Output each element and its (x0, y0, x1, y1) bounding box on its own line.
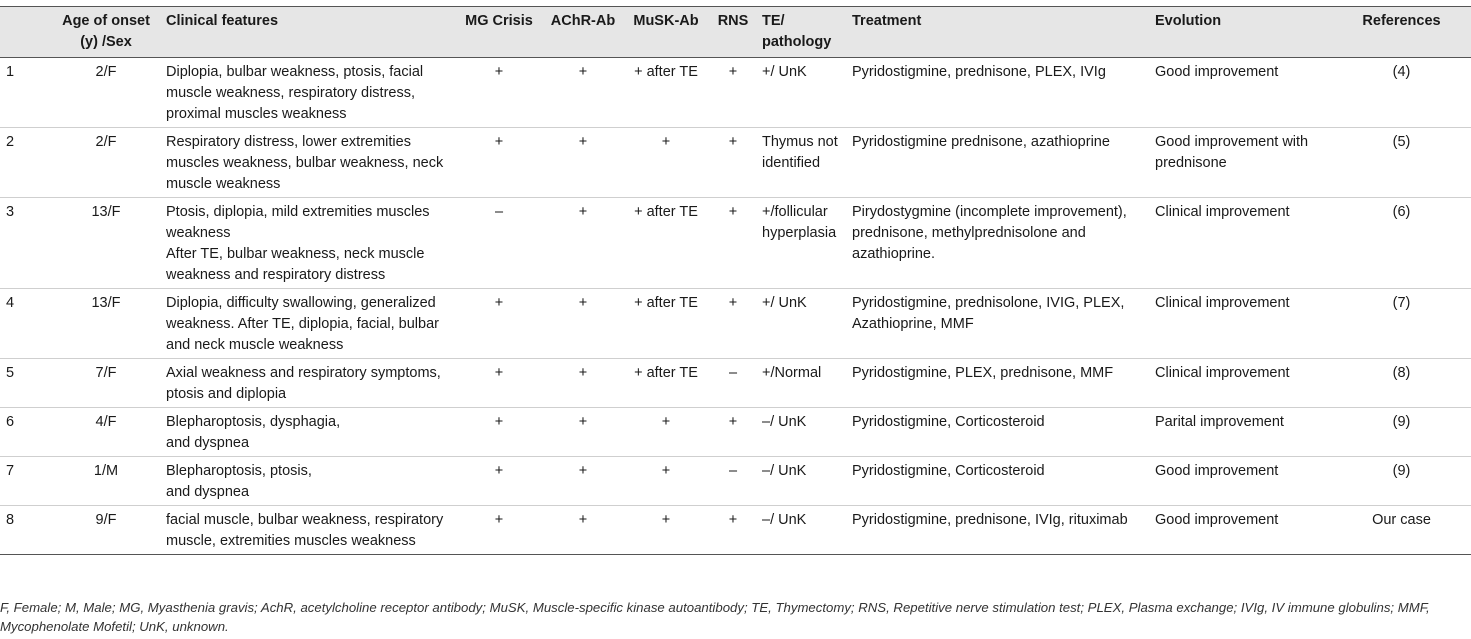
cell-clinical: Ptosis, diplopia, mild extremities muscles weakness After TE, bulbar weakness, neck muscle weakness and respiratory distress (160, 198, 454, 289)
header-rns: RNS (710, 7, 756, 58)
cell-achr: + (544, 506, 622, 555)
case-table (0, 6, 1471, 555)
cell-num: 2 (0, 128, 52, 198)
cell-evolution: Clinical improvement (1149, 198, 1332, 289)
cell-num: 1 (0, 58, 52, 128)
header-evolution: Evolution (1149, 7, 1332, 58)
cell-age: 13/F (52, 198, 160, 289)
cell-num: 5 (0, 359, 52, 408)
header-num (0, 7, 52, 58)
cell-evolution: Clinical improvement (1149, 359, 1332, 408)
header-musk: MuSK-Ab (622, 7, 710, 58)
cell-clinical: Diplopia, bulbar weakness, ptosis, facial muscle weakness, respiratory distress, proximal muscles weakness (160, 58, 454, 128)
cell-evolution: Good improvement with prednisone (1149, 128, 1332, 198)
cell-crisis: + (454, 457, 544, 506)
cell-musk: + after TE (622, 58, 710, 128)
cell-rns: + (710, 198, 756, 289)
cell-treatment: Pyridostigmine, PLEX, prednisone, MMF (846, 359, 1149, 408)
cell-evolution: Good improvement (1149, 58, 1332, 128)
cell-crisis: – (454, 198, 544, 289)
cell-musk: + after TE (622, 198, 710, 289)
cell-clinical: Blepharoptosis, ptosis, and dyspnea (160, 457, 454, 506)
cell-refs: (9) (1332, 408, 1471, 457)
cell-te: –/ UnK (756, 506, 846, 555)
cell-evolution: Good improvement (1149, 457, 1332, 506)
header-age: Age of onset (y) /Sex (52, 7, 160, 58)
cell-achr: + (544, 457, 622, 506)
table-header-row (0, 7, 1471, 58)
header-refs: References (1332, 7, 1471, 58)
cell-age: 9/F (52, 506, 160, 555)
cell-age: 7/F (52, 359, 160, 408)
cell-num: 7 (0, 457, 52, 506)
cell-age: 4/F (52, 408, 160, 457)
cell-refs: (8) (1332, 359, 1471, 408)
table-row (0, 128, 1471, 198)
cell-refs: (6) (1332, 198, 1471, 289)
header-te: TE/ pathology (756, 7, 846, 58)
table-row (0, 408, 1471, 457)
cell-age: 13/F (52, 289, 160, 359)
cell-age: 2/F (52, 58, 160, 128)
cell-refs: (7) (1332, 289, 1471, 359)
cell-crisis: + (454, 128, 544, 198)
cell-achr: + (544, 359, 622, 408)
cell-treatment: Pyridostigmine, prednisone, IVIg, rituximab (846, 506, 1149, 555)
cell-musk: + (622, 408, 710, 457)
table-row (0, 506, 1471, 555)
cell-clinical: Respiratory distress, lower extremities muscles weakness, bulbar weakness, neck muscle weakness (160, 128, 454, 198)
cell-refs: (9) (1332, 457, 1471, 506)
table-row (0, 359, 1471, 408)
cell-te: +/ UnK (756, 289, 846, 359)
cell-refs: Our case (1332, 506, 1471, 555)
cell-treatment: Pyridostigmine, prednisolone, IVIG, PLEX, Azathioprine, MMF (846, 289, 1149, 359)
cell-treatment: Pyridostigmine, prednisone, PLEX, IVIg (846, 58, 1149, 128)
header-treatment: Treatment (846, 7, 1149, 58)
table-row (0, 289, 1471, 359)
cell-crisis: + (454, 289, 544, 359)
cell-treatment: Pyridostigmine prednisone, azathioprine (846, 128, 1149, 198)
cell-num: 6 (0, 408, 52, 457)
cell-te: –/ UnK (756, 408, 846, 457)
cell-rns: + (710, 408, 756, 457)
cell-clinical: Diplopia, difficulty swallowing, generalized weakness. After TE, diplopia, facial, bulbar and neck muscle weakness (160, 289, 454, 359)
cell-age: 1/M (52, 457, 160, 506)
cell-musk: + (622, 457, 710, 506)
cell-rns: + (710, 58, 756, 128)
cell-crisis: + (454, 506, 544, 555)
header-clinical: Clinical features (160, 7, 454, 58)
cell-rns: + (710, 506, 756, 555)
cell-achr: + (544, 289, 622, 359)
cell-evolution: Clinical improvement (1149, 289, 1332, 359)
cell-rns: + (710, 289, 756, 359)
cell-treatment: Pyridostigmine, Corticosteroid (846, 408, 1149, 457)
cell-crisis: + (454, 359, 544, 408)
cell-clinical: Axial weakness and respiratory symptoms, ptosis and diplopia (160, 359, 454, 408)
table-footnote: F, Female; M, Male; MG, Myasthenia gravis; AchR, acetylcholine receptor antibody; MuSK, Muscle-specific kinase autoantibody; TE, Thymectomy; RNS, Repetitive nerve stimulation test; PLEX, Plasma exchange; IVIg, IV immune globulins; MMF, Mycophenolate Mofetil; UnK, unknown. (0, 600, 1430, 634)
header-achr: AChR-Ab (544, 7, 622, 58)
cell-num: 8 (0, 506, 52, 555)
cell-clinical: Blepharoptosis, dysphagia, and dyspnea (160, 408, 454, 457)
cell-clinical: facial muscle, bulbar weakness, respiratory muscle, extremities muscles weakness (160, 506, 454, 555)
cell-crisis: + (454, 408, 544, 457)
table-row (0, 198, 1471, 289)
cell-rns: + (710, 128, 756, 198)
cell-rns: – (710, 457, 756, 506)
cell-te: +/follicular hyperplasia (756, 198, 846, 289)
cell-te: +/ UnK (756, 58, 846, 128)
table-row (0, 457, 1471, 506)
cell-num: 3 (0, 198, 52, 289)
cell-age: 2/F (52, 128, 160, 198)
cell-te: +/Normal (756, 359, 846, 408)
table-row (0, 58, 1471, 128)
cell-achr: + (544, 408, 622, 457)
cell-num: 4 (0, 289, 52, 359)
cell-refs: (5) (1332, 128, 1471, 198)
cell-evolution: Parital improvement (1149, 408, 1332, 457)
cell-rns: – (710, 359, 756, 408)
header-crisis: MG Crisis (454, 7, 544, 58)
cell-te: Thymus not identified (756, 128, 846, 198)
cell-treatment: Pirydostygmine (incomplete improvement), prednisone, methylprednisolone and azathioprine. (846, 198, 1149, 289)
cell-evolution: Good improvement (1149, 506, 1332, 555)
cell-musk: + (622, 506, 710, 555)
cell-crisis: + (454, 58, 544, 128)
cell-te: –/ UnK (756, 457, 846, 506)
cell-refs: (4) (1332, 58, 1471, 128)
cell-musk: + after TE (622, 289, 710, 359)
cell-achr: + (544, 198, 622, 289)
cell-achr: + (544, 128, 622, 198)
cell-musk: + after TE (622, 359, 710, 408)
cell-musk: + (622, 128, 710, 198)
cell-treatment: Pyridostigmine, Corticosteroid (846, 457, 1149, 506)
cell-achr: + (544, 58, 622, 128)
